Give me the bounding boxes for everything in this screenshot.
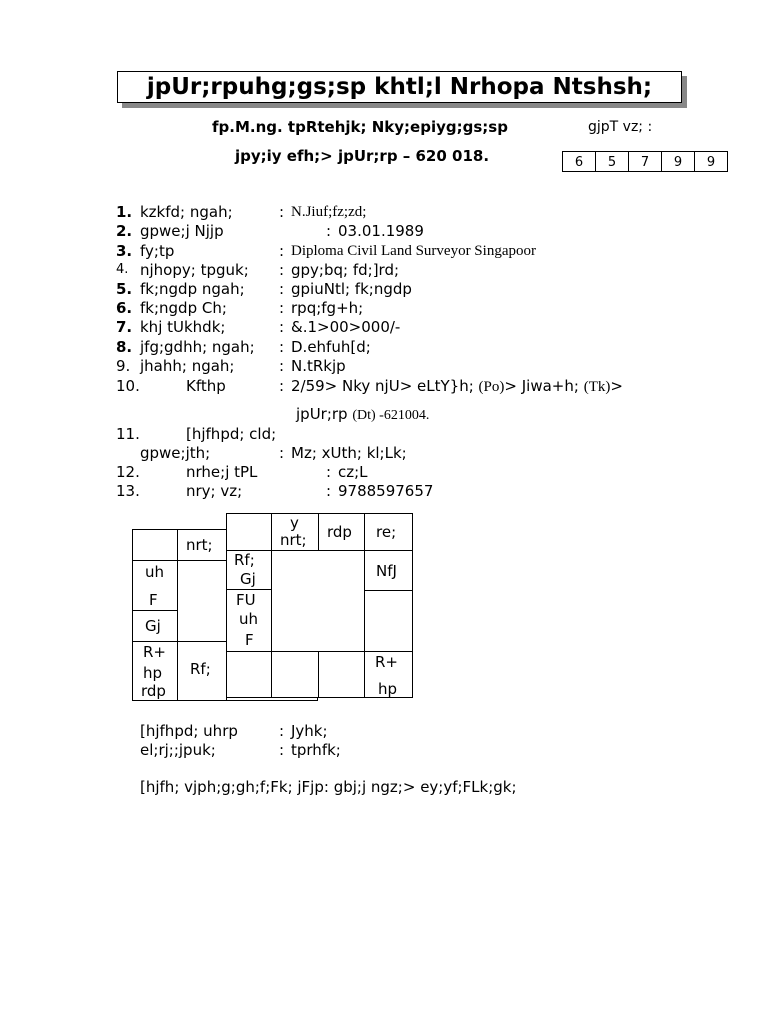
address-line1: 2/59> Nky njU> eLtY}h; (Po)> Jiwa+h; (Tk)> [291, 377, 623, 395]
field-label: gpwe;j Njjp [140, 222, 224, 240]
field-sep: : [279, 203, 285, 221]
field-number: 11. [116, 425, 140, 443]
field-number: 6. [116, 299, 133, 317]
field-number: 9. [116, 357, 131, 375]
school-name: fp.M.ng. tpRtehjk; Nky;epiyg;gs;sp [212, 118, 508, 136]
field-value: rpq;fg+h; [291, 299, 364, 317]
sibling-label: [hjfhpd; cld; [186, 425, 277, 443]
field-number: 1. [116, 203, 133, 221]
rasi-value: Jyhk; [291, 722, 328, 740]
field-sep: : [279, 338, 285, 356]
chart-cell: NfJ [364, 550, 413, 591]
chart-cell: Rf; Gj [226, 550, 272, 590]
sibling-label-2: gpwe;jth; [140, 444, 211, 462]
chart-cell: rdp [318, 513, 365, 551]
chart-cell [318, 651, 365, 698]
field-sep: : [326, 482, 332, 500]
field-value: gpy;bq; fd;]rd; [291, 261, 400, 279]
field-sep: : [326, 222, 332, 240]
regno-digit: 5 [595, 151, 629, 172]
regno-digits [562, 151, 728, 172]
field-label: njhopy; tpguk; [140, 261, 249, 279]
phone-value: 9788597657 [338, 482, 434, 500]
field-value: &.1>00>000/- [291, 318, 401, 336]
chart-cell [177, 560, 227, 642]
field-sep: : [279, 377, 285, 395]
chart-cell: R+ hp [364, 651, 413, 698]
address-label: Kfthp [186, 377, 226, 395]
chart-cell [271, 651, 319, 698]
field-label: fk;ngdp Ch; [140, 299, 227, 317]
field-number: 12. [116, 463, 140, 481]
chart-cell: FU uh F [226, 589, 272, 652]
field-number: 10. [116, 377, 140, 395]
chart-cell: re; [364, 513, 413, 551]
field-label: fk;ngdp ngah; [140, 280, 245, 298]
nakshatra-value: tprhfk; [291, 741, 341, 759]
address-line2: jpUr;rp (Dt) -621004. [296, 405, 430, 423]
field-sep: : [279, 280, 285, 298]
page-title: jpUr;rpuhg;gs;sp khtl;l Nrhopa Ntshsh; [117, 71, 682, 103]
regno-digit: 9 [661, 151, 695, 172]
chart-cell: R+ hp rdp [132, 641, 178, 701]
rasi-label: [hjfhpd; uhrp [140, 722, 238, 740]
field-sep: : [279, 722, 285, 740]
field-label: fy;tp [140, 242, 175, 260]
regno-digit: 7 [628, 151, 662, 172]
regno-digit: 9 [694, 151, 728, 172]
field-value: 03.01.1989 [338, 222, 424, 240]
field-number: 5. [116, 280, 133, 298]
chart-cell [364, 590, 413, 652]
field-label: jfg;gdhh; ngah; [140, 338, 255, 356]
field-number: 4. [116, 262, 129, 277]
field-value: N.Jiuf;fz;zd; [291, 204, 367, 220]
sibling-value: Mz; xUth; kl;Lk; [291, 444, 407, 462]
expectation-note: [hjfh; vjph;g;gh;f;Fk; jFjp: gbj;j ngz;> ey;yf;FLk;gk; [140, 778, 517, 796]
field-sep: : [279, 299, 285, 317]
field-label: kzkfd; ngah; [140, 203, 233, 221]
field-sep: : [279, 357, 285, 375]
house-value: cz;L [338, 463, 368, 481]
field-number: 13. [116, 482, 140, 500]
field-label: khj tUkhdk; [140, 318, 226, 336]
field-sep: : [279, 318, 285, 336]
chart-cell [226, 513, 272, 551]
chart-cell: Rf; [177, 641, 227, 701]
field-value: D.ehfuh[d; [291, 338, 371, 356]
chart-cell [226, 651, 272, 698]
field-number: 8. [116, 338, 133, 356]
school-address: jpy;iy efh;> jpUr;rp – 620 018. [235, 147, 490, 165]
chart-cell: y nrt; [271, 513, 319, 551]
field-sep: : [279, 444, 285, 462]
field-sep: : [279, 741, 285, 759]
field-sep: : [326, 463, 332, 481]
field-number: 7. [116, 318, 133, 336]
field-value: Diploma Civil Land Surveyor Singapoor [291, 243, 536, 259]
chart-center [271, 550, 365, 652]
chart-cell: uh F [132, 560, 178, 611]
regno-digit: 6 [562, 151, 596, 172]
phone-label: nry; vz; [186, 482, 243, 500]
field-sep: : [279, 261, 285, 279]
regno-label: gjpT vz; : [588, 119, 653, 135]
chart-cell [132, 529, 178, 561]
field-number: 2. [116, 222, 133, 240]
field-value: N.tRkjp [291, 357, 346, 375]
field-label: jhahh; ngah; [140, 357, 235, 375]
chart-cell: Gj [132, 610, 178, 642]
field-sep: : [279, 242, 285, 260]
field-value: gpiuNtl; fk;ngdp [291, 280, 412, 298]
house-label: nrhe;j tPL [186, 463, 258, 481]
field-number: 3. [116, 242, 133, 260]
chart-cell: nrt; [177, 529, 227, 561]
nakshatra-label: el;rj;;jpuk; [140, 741, 216, 759]
